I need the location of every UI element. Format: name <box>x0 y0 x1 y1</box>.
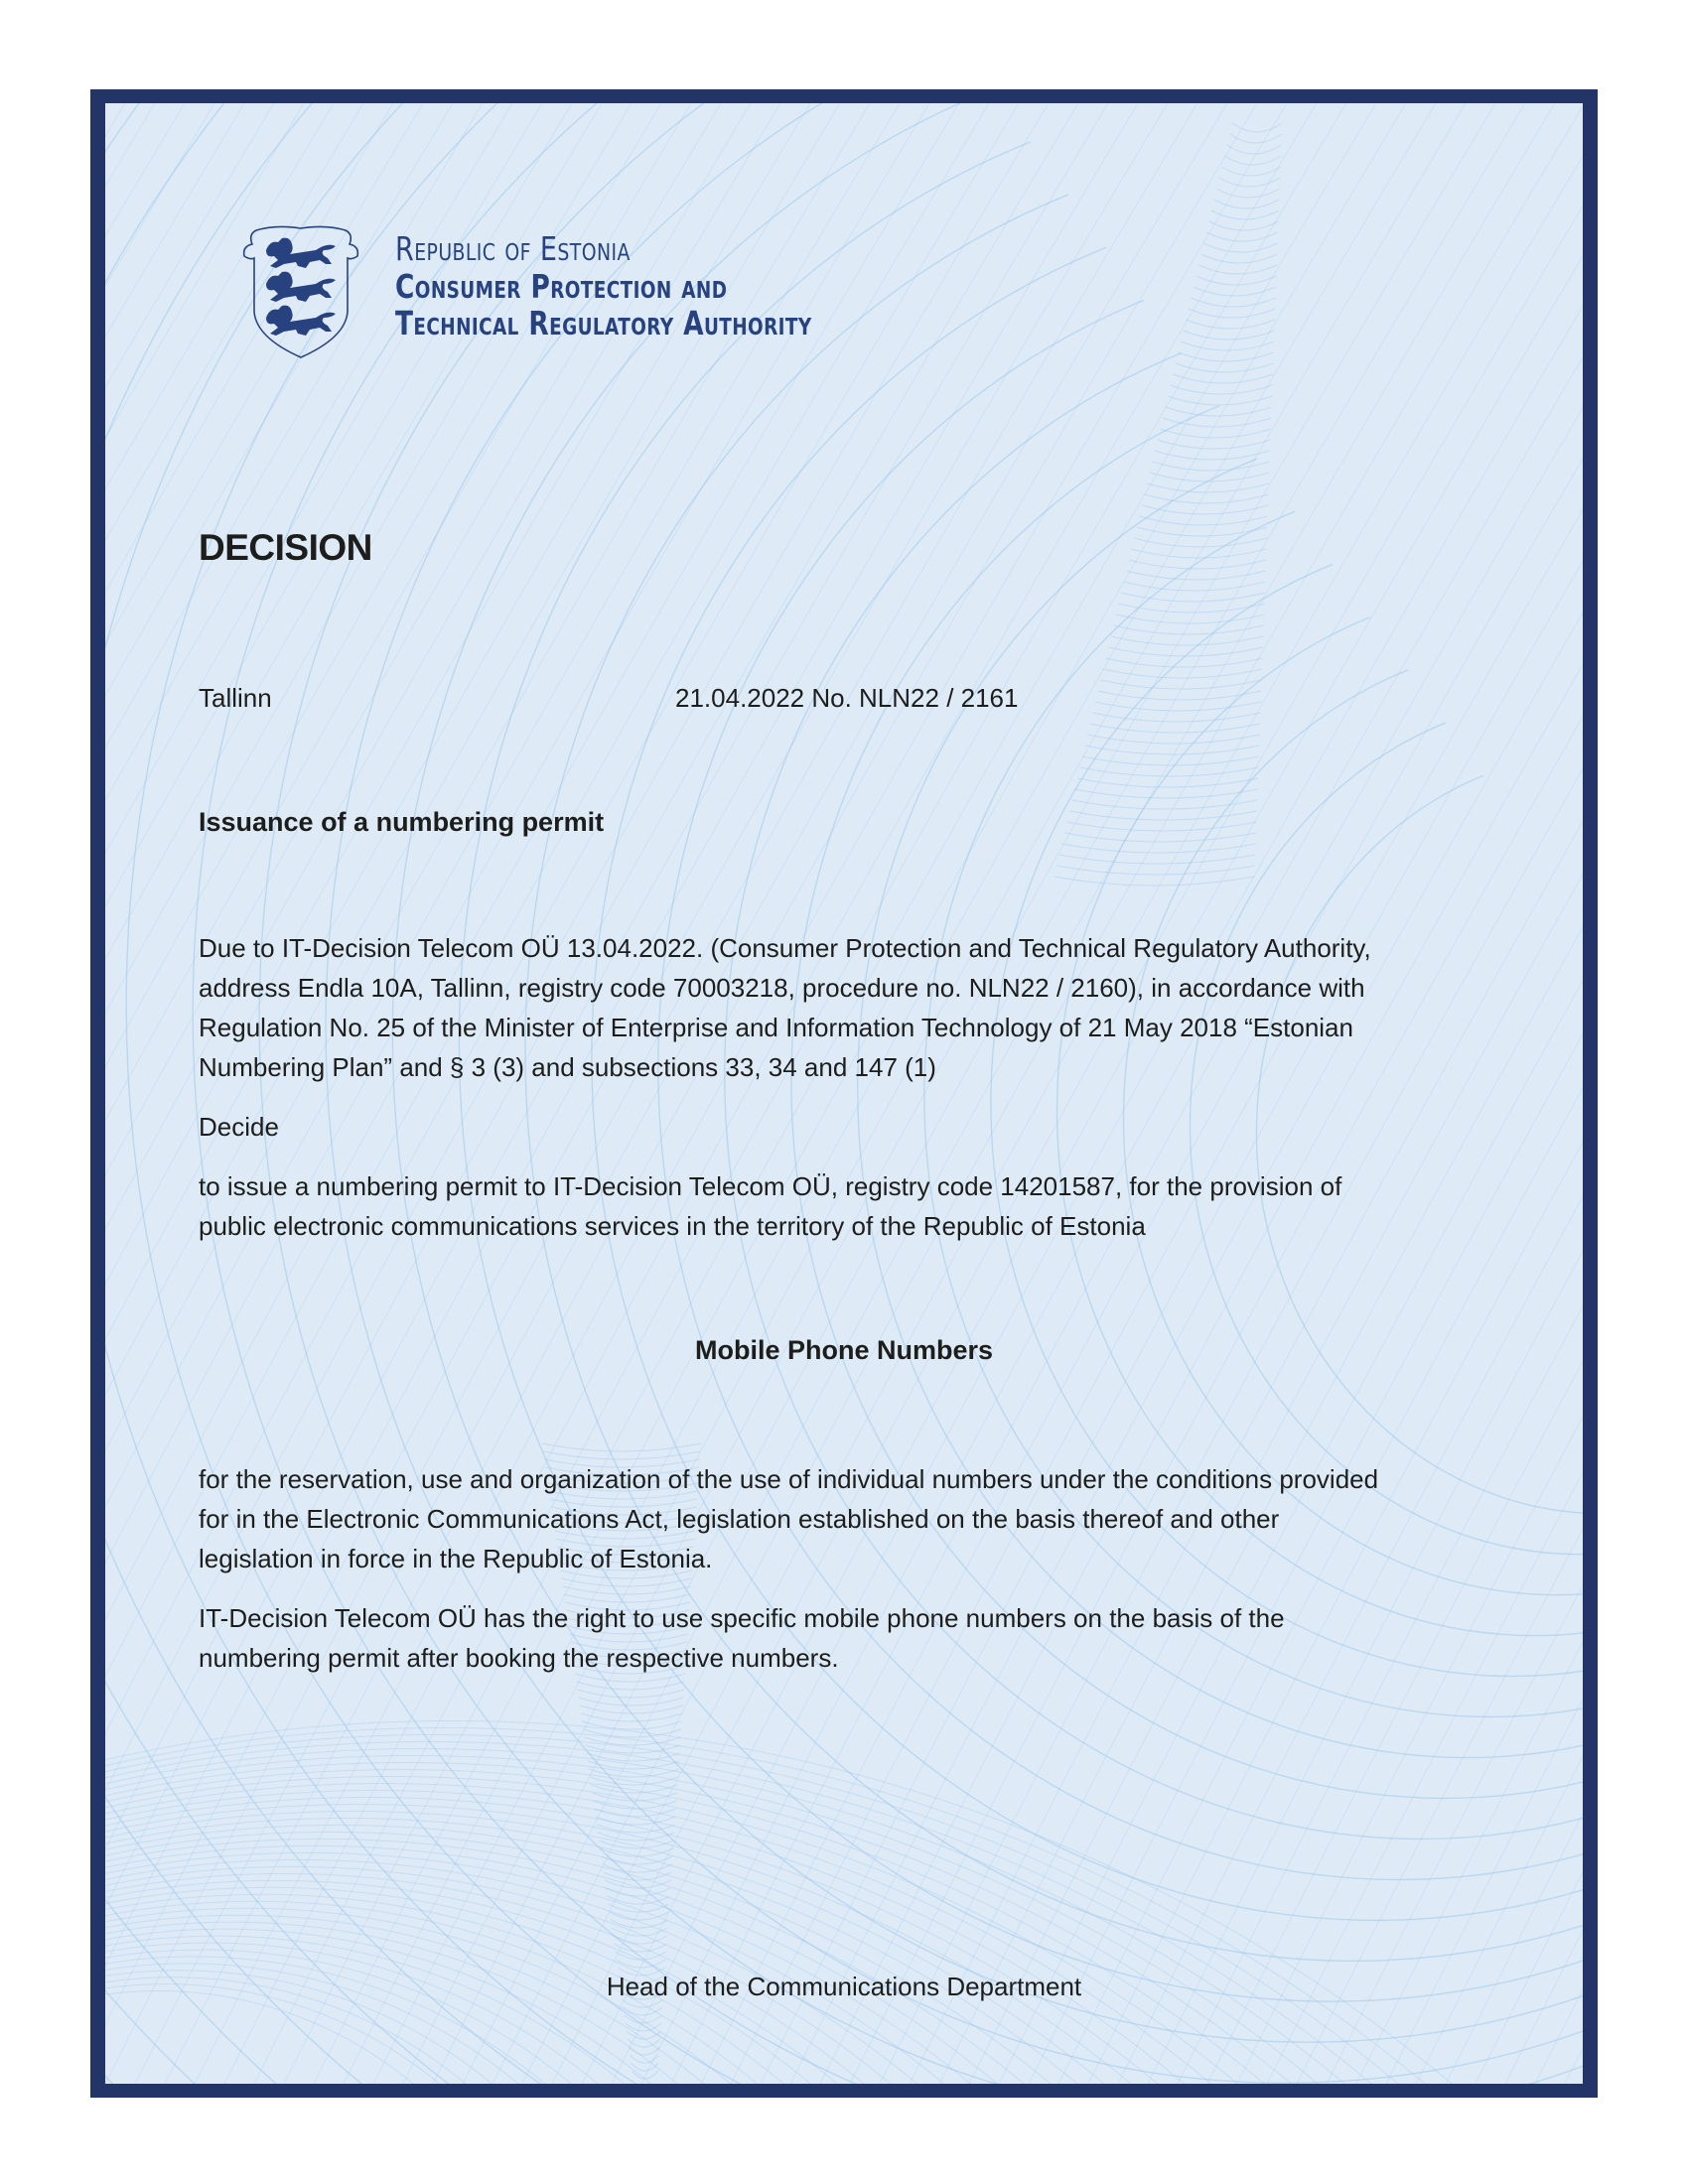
document-place: Tallinn <box>199 683 272 713</box>
rights-line: IT-Decision Telecom OÜ has the right to use specific mobile phone numbers on the basis of the <box>199 1603 1285 1633</box>
rights-paragraph <box>199 1598 1519 1678</box>
rights-line: numbering permit after booking the respective numbers. <box>199 1643 839 1673</box>
signatory-title: Head of the Communications Department <box>606 1972 1082 2001</box>
header-country: Republic of Estonia <box>395 229 631 268</box>
preamble-line: Numbering Plan” and § 3 (3) and subsections 33, 34 and 147 (1) <box>199 1052 936 1082</box>
conditions-line: for in the Electronic Communications Act, legislation established on the basis thereof and other <box>199 1504 1280 1534</box>
estonia-coat-of-arms-icon <box>236 220 365 361</box>
preamble-line: Regulation No. 25 of the Minister of Enterprise and Information Technology of 21 May 2018 “Estonian <box>199 1013 1353 1042</box>
conditions-line: legislation in force in the Republic of Estonia. <box>199 1544 713 1573</box>
decide-label: Decide <box>199 1112 279 1142</box>
preamble-line: Due to IT-Decision Telecom OÜ 13.04.2022. (Consumer Protection and Technical Regulatory Authority, <box>199 933 1371 963</box>
conditions-paragraph <box>199 1459 1519 1578</box>
document-subject: Issuance of a numbering permit <box>199 807 605 837</box>
header-authority-line1: Consumer Protection and <box>395 267 728 306</box>
decision-line: public electronic communications services in the territory of the Republic of Estonia <box>199 1211 1146 1241</box>
document-date-number: 21.04.2022 No. NLN22 / 2161 <box>675 683 1019 713</box>
decision-line: to issue a numbering permit to IT-Decision Telecom OÜ, registry code 14201587, for the provision of <box>199 1171 1342 1201</box>
header-authority-line2: Technical Regulatory Authority <box>395 304 812 342</box>
document-title: DECISION <box>199 527 372 568</box>
resource-heading: Mobile Phone Numbers <box>694 1335 994 1365</box>
preamble-line: address Endla 10A, Tallinn, registry code 70003218, procedure no. NLN22 / 2160), in accordance with <box>199 973 1365 1003</box>
decision-paragraph <box>199 1166 1519 1246</box>
conditions-line: for the reservation, use and organization of the use of individual numbers under the conditions provided <box>199 1464 1379 1494</box>
preamble-paragraph <box>199 928 1519 1087</box>
